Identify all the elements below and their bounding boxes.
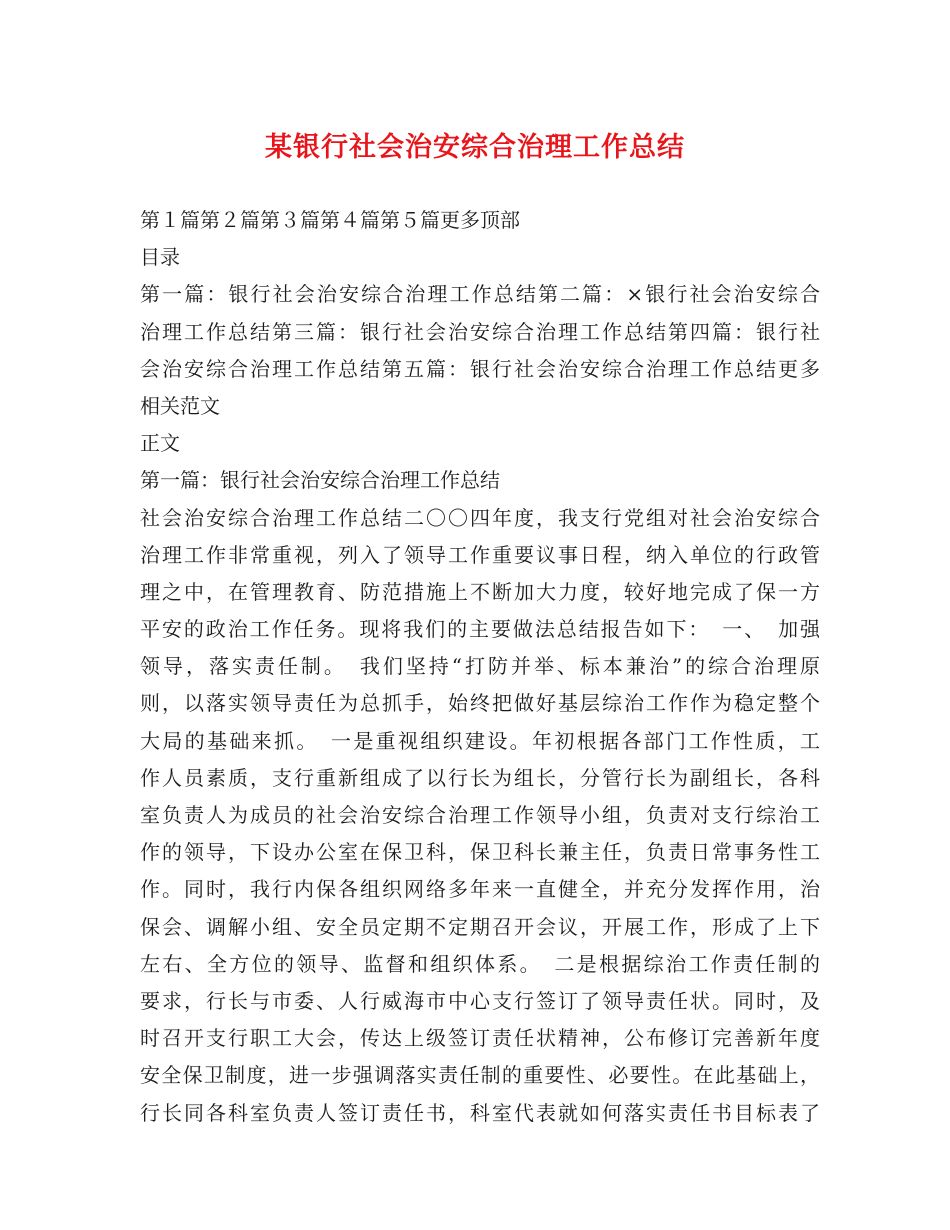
section-heading: 第一篇：银行社会治安综合治理工作总结 [140,468,500,493]
paragraph-line: 作的领导，下设办公室在保卫科，保卫科长兼主任，负责日常事务性工 [140,840,820,865]
document-title: 某银行社会治安综合治理工作总结 [265,132,685,163]
body-heading: 正文 [140,431,180,456]
paragraph-line: 理之中，在管理教育、防范措施上不断加大力度，较好地完成了保一方 [140,579,820,604]
paragraph-line: 要求，行长与市委、人行威海市中心支行签订了领导责任状。同时，及 [140,988,820,1013]
paragraph-line: 作。同时，我行内保各组织网络多年来一直健全，并充分发挥作用，治 [140,877,820,902]
paragraph-line: 大局的基础来抓。 一是重视组织建设。年初根据各部门工作性质，工 [140,728,820,753]
toc-line: 会治安综合治理工作总结第五篇：银行社会治安综合治理工作总结更多 [140,356,820,381]
paragraph-line: 室负责人为成员的社会治安综合治理工作领导小组，负责对支行综治工 [140,803,820,827]
paragraph-line: 则，以落实领导责任为总抓手，始终把做好基层综治工作作为稳定整个 [140,691,820,716]
paragraph-line: 保会、调解小组、安全员定期不定期召开会议，开展工作，形成了上下 [140,914,820,939]
paragraph-line: 社会治安综合治理工作总结二〇〇四年度，我支行党组对社会治安综合 [140,505,820,530]
document-body [140,202,820,1132]
paragraph-line: 领导，落实责任制。 我们坚持“打防并举、标本兼治”的综合治理原 [140,654,820,679]
paragraph-line: 作人员素质，支行重新组成了以行长为组长，分管行长为副组长，各科 [140,765,820,790]
toc-line: 第一篇：银行社会治安综合治理工作总结第二篇：×银行社会治安综合 [140,282,820,307]
paragraph-line: 安全保卫制度，进一步强调落实责任制的重要性、必要性。在此基础上， [140,1063,820,1088]
paragraph-line: 左右、全方位的领导、监督和组织体系。 二是根据综治工作责任制的 [140,951,820,976]
toc-line: 治理工作总结第三篇：银行社会治安综合治理工作总结第四篇：银行社 [140,319,820,344]
paragraph-line: 行长同各科室负责人签订责任书，科室代表就如何落实责任书目标表了 [140,1100,820,1125]
paragraph-line: 治理工作非常重视，列入了领导工作重要议事日程，纳入单位的行政管 [140,542,820,567]
toc-line: 相关范文 [140,393,220,418]
toc-heading: 目录 [140,245,180,270]
paragraph-line: 平安的政治工作任务。现将我们的主要做法总结报告如下： 一、 加强 [140,617,820,642]
paragraph-line: 时召开支行职工大会，传达上级签订责任状精神，公布修订完善新年度 [140,1026,820,1051]
nav-links-line[interactable]: 第１篇第２篇第３篇第４篇第５篇更多顶部 [140,208,520,232]
